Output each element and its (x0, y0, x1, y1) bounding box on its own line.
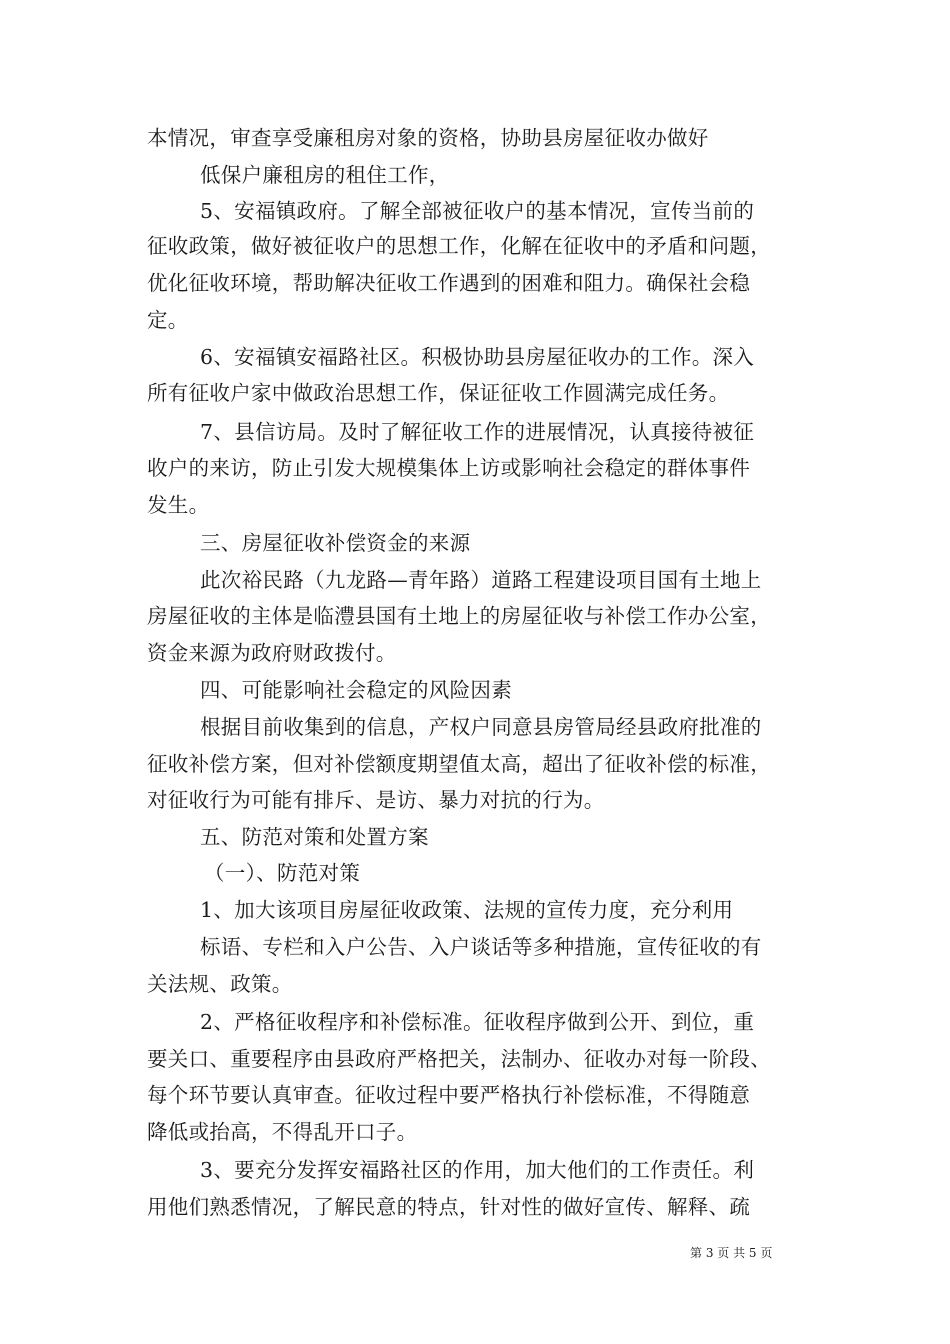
text-line: 本情况，审查享受廉租房对象的资格，协助县房屋征收办做好 (147, 126, 709, 150)
text-line: 降低或抬高，不得乱开口子。 (147, 1120, 418, 1144)
text-line: 6、安福镇安福路社区。积极协助县房屋征收办的工作。深入 (200, 345, 755, 369)
text-line: 每个环节要认真审查。征收过程中要严格执行补偿标准，不得随意 (147, 1083, 751, 1107)
text-line: 标语、专栏和入户公告、入户谈话等多种措施，宣传征收的有 (200, 935, 762, 959)
section-heading: 三、房屋征收补偿资金的来源 (200, 531, 471, 555)
text-line: 根据目前收集到的信息，产权户同意县房管局经县政府批准的 (200, 715, 762, 739)
subsection-heading: （一）、防范对策 (204, 861, 361, 885)
text-line: 低保户廉租房的租住工作， (200, 163, 450, 187)
text-line: 资金来源为政府财政拨付。 (147, 641, 397, 665)
text-line: 用他们熟悉情况，了解民意的特点，针对性的做好宣传、解释、疏 (147, 1195, 751, 1219)
text-line: 发生。 (147, 493, 210, 517)
text-line: 征收补偿方案，但对补偿额度期望值太高，超出了征收补偿的标准， (147, 752, 771, 776)
text-line: 关法规、政策。 (147, 972, 293, 996)
text-line: 3、要充分发挥安福路社区的作用，加大他们的工作责任。利 (200, 1158, 755, 1182)
section-heading: 五、防范对策和处置方案 (200, 825, 429, 849)
text-line: 2、严格征收程序和补偿标准。征收程序做到公开、到位，重 (200, 1010, 755, 1034)
text-line: 优化征收环境，帮助解决征收工作遇到的困难和阻力。确保社会稳 (147, 271, 751, 295)
text-line: 收户的来访，防止引发大规模集体上访或影响社会稳定的群体事件 (147, 456, 751, 480)
text-line: 5、安福镇政府。了解全部被征收户的基本情况，宣传当前的 (200, 199, 755, 223)
text-line: 征收政策，做好被征收户的思想工作，化解在征收中的矛盾和问题， (147, 234, 771, 258)
page-number: 第 3 页 共 5 页 (690, 1246, 773, 1260)
text-line: 定。 (147, 308, 189, 332)
text-line: 1、加大该项目房屋征收政策、法规的宣传力度，充分利用 (200, 898, 734, 922)
section-heading: 四、可能影响社会稳定的风险因素 (200, 678, 512, 702)
text-line: 7、县信访局。及时了解征收工作的进展情况，认真接待被征 (200, 420, 755, 444)
text-line: 此次裕民路（九龙路—青年路）道路工程建设项目国有土地上 (200, 568, 762, 592)
text-line: 房屋征收的主体是临澧县国有土地上的房屋征收与补偿工作办公室， (147, 604, 771, 628)
text-line: 所有征收户家中做政治思想工作，保证征收工作圆满完成任务。 (147, 381, 730, 405)
text-line: 对征收行为可能有排斥、是访、暴力对抗的行为。 (147, 788, 605, 812)
text-line: 要关口、重要程序由县政府严格把关，法制办、征收办对每一阶段、 (147, 1047, 771, 1071)
